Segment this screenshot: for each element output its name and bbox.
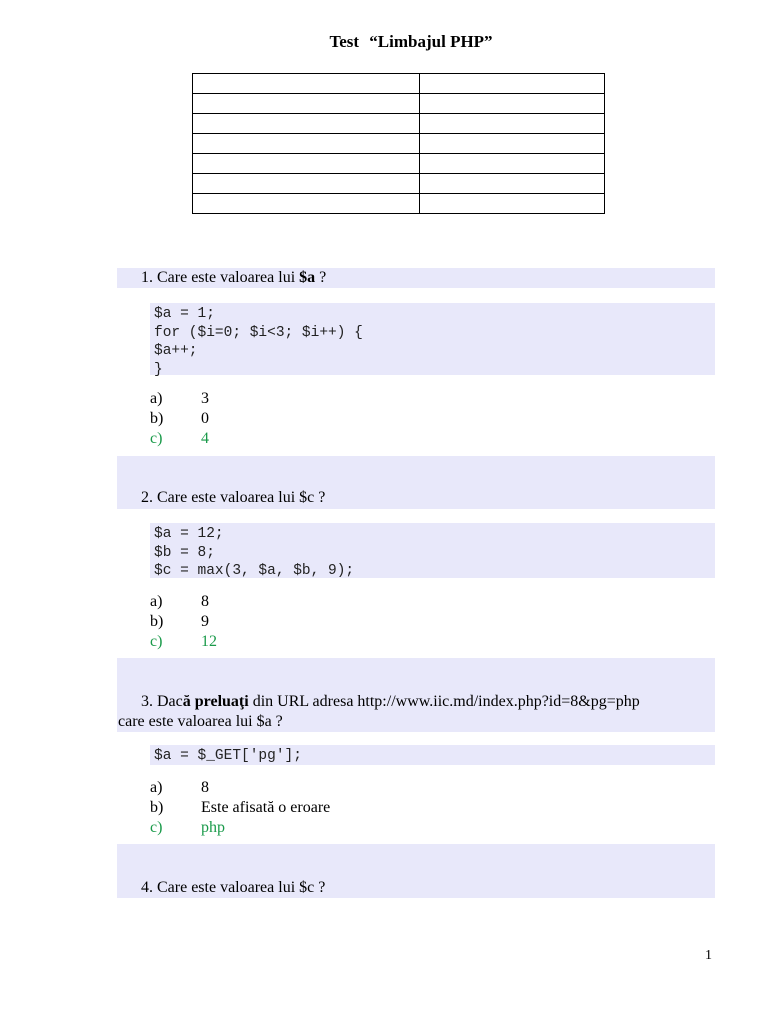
- code-block-2: [150, 523, 715, 578]
- info-table-row: [193, 194, 605, 214]
- code-block-1: [150, 303, 715, 378]
- question-1-suffix: ?: [315, 269, 327, 286]
- page-title: [0, 32, 768, 52]
- title-word-topic: “Limbajul PHP”: [369, 32, 493, 51]
- code-line: $a++;: [154, 343, 198, 359]
- info-cell: [420, 94, 605, 114]
- question-1-variable: $a: [299, 269, 316, 286]
- answer-option-a: a) 8: [150, 593, 209, 610]
- code-line: $c = max(3, $a, $b, 9);: [154, 563, 355, 579]
- answer-option-c-correct: c) 12: [150, 633, 217, 650]
- info-cell: [193, 94, 420, 114]
- info-cell: [420, 74, 605, 94]
- question-4-text: 4. Care este valoarea lui $c ?: [141, 879, 326, 896]
- info-cell: [193, 154, 420, 174]
- info-cell: [193, 194, 420, 214]
- answer-option-c-correct: c) php: [150, 819, 225, 836]
- code-line: $a = $_GET['pg'];: [154, 748, 302, 764]
- answer-option-b: b) 0: [150, 410, 209, 427]
- answer-option-a: a) 8: [150, 779, 209, 796]
- info-cell: [420, 174, 605, 194]
- answer-list-2: [150, 592, 217, 652]
- code-line: $a = 12;: [154, 526, 224, 542]
- answer-list-3: [150, 778, 330, 838]
- info-table-row: [193, 74, 605, 94]
- info-cell: [420, 134, 605, 154]
- question-3-line-1: 3. Dacă preluaţi din URL adresa http://www.iic.md/index.php?id=8&pg=php: [141, 693, 640, 710]
- question-3: [117, 658, 715, 732]
- question-1: [117, 268, 715, 288]
- info-cell: [420, 154, 605, 174]
- question-4: [117, 844, 715, 898]
- info-cell: [193, 114, 420, 134]
- info-cell: [420, 114, 605, 134]
- code-line: for ($i=0; $i<3; $i++) {: [154, 324, 363, 341]
- answer-list-1: [150, 389, 209, 449]
- question-1-text: 1. Care este valoarea lui: [141, 269, 300, 286]
- info-table-row: [193, 94, 605, 114]
- code-block-3: [150, 745, 715, 765]
- info-table-row: [193, 134, 605, 154]
- info-table-row: [193, 154, 605, 174]
- info-table-row: [193, 114, 605, 134]
- info-cell: [420, 194, 605, 214]
- title-word-test: Test: [329, 32, 360, 51]
- info-cell: [193, 134, 420, 154]
- answer-option-b: b) 9: [150, 613, 209, 630]
- info-cell: [193, 74, 420, 94]
- info-cell: [193, 174, 420, 194]
- code-line: $b = 8;: [154, 544, 215, 561]
- code-line: }: [154, 361, 163, 378]
- code-line: $a = 1;: [154, 306, 215, 322]
- answer-option-a: a) 3: [150, 390, 209, 407]
- question-2: [117, 456, 715, 509]
- info-table: [192, 73, 605, 214]
- page-number: 1: [705, 948, 712, 963]
- info-table-row: [193, 174, 605, 194]
- question-2-text: 2. Care este valoarea lui $c ?: [141, 489, 326, 506]
- question-3-line-2: care este valoarea lui $a ?: [118, 713, 283, 730]
- answer-option-b: b) Este afisată o eroare: [150, 799, 331, 816]
- answer-option-c-correct: c) 4: [150, 430, 209, 447]
